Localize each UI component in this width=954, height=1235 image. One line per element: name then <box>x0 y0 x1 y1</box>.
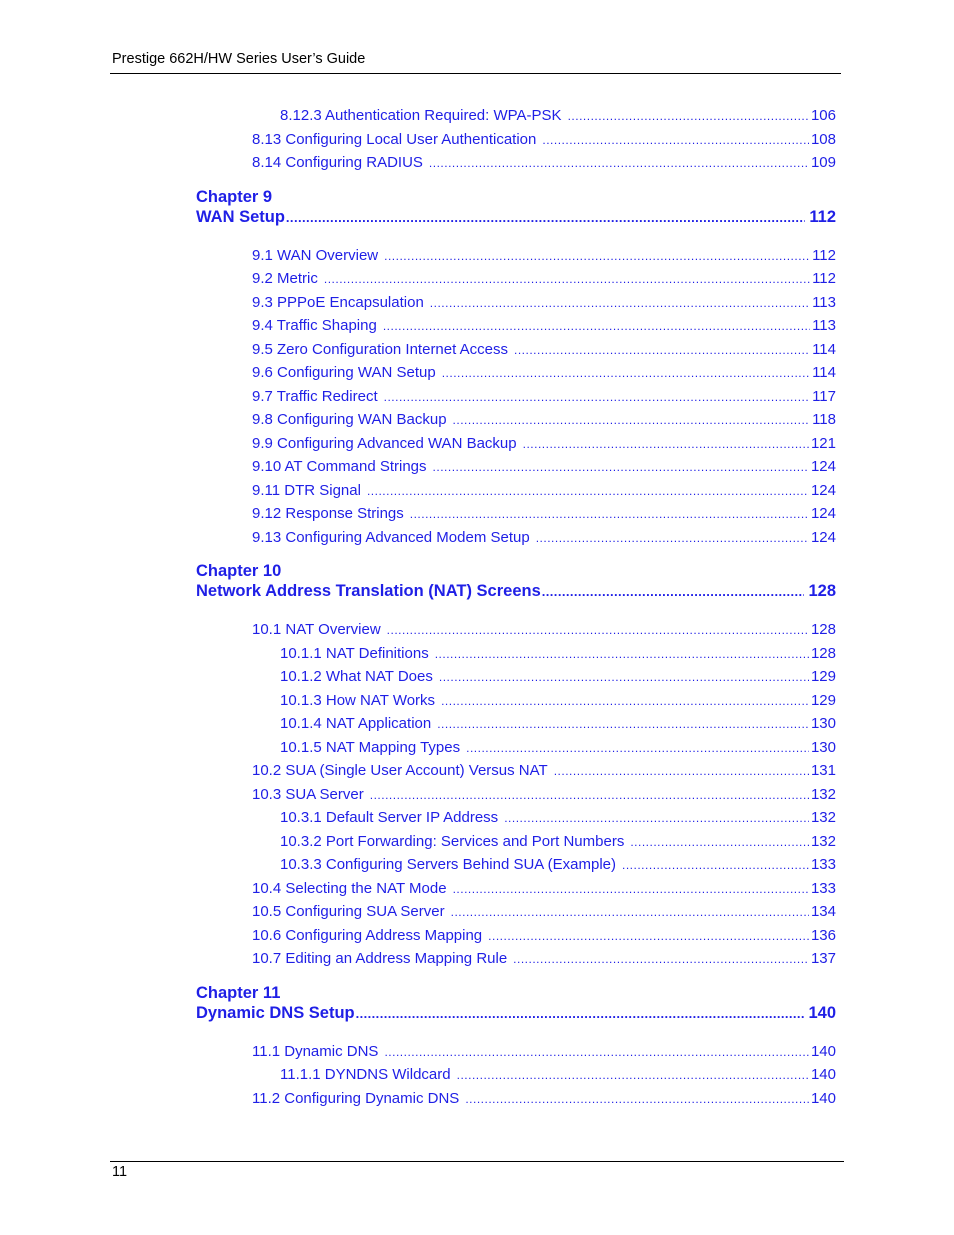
dot-leader <box>437 715 809 733</box>
toc-entry-page: 140 <box>810 1066 836 1083</box>
page-header-title: Prestige 662H/HW Series User’s Guide <box>112 51 366 67</box>
toc-entry[interactable] <box>252 482 836 500</box>
toc-entry-title: 9.7 Traffic Redirect <box>252 387 378 405</box>
toc-entry[interactable] <box>252 880 836 898</box>
toc-entry[interactable] <box>280 739 836 757</box>
toc-entry-page: 140 <box>810 1089 836 1107</box>
toc-entry[interactable] <box>280 107 836 125</box>
dot-leader <box>441 692 809 710</box>
toc-entry-title: 8.12.3 Authentication Required: WPA-PSK <box>280 107 562 124</box>
dot-leader <box>451 903 809 921</box>
chapter-title: Dynamic DNS Setup <box>196 1003 355 1022</box>
dot-leader <box>488 927 809 945</box>
chapter-label: Chapter 10 <box>196 562 282 580</box>
toc-entry-page: 128 <box>810 621 836 638</box>
toc-entry-title: 9.1 WAN Overview <box>252 246 379 264</box>
toc-entry[interactable] <box>252 621 836 639</box>
toc-entry-title: 10.3.3 Configuring Servers Behind SUA (Example) <box>280 856 617 873</box>
chapter-page: 140 <box>808 1003 836 1022</box>
toc-entry[interactable] <box>252 294 836 312</box>
dot-leader <box>453 880 809 898</box>
chapter-label: Chapter 9 <box>196 187 273 206</box>
toc-entry-page: 132 <box>810 785 836 803</box>
toc-entry[interactable] <box>252 1090 836 1108</box>
dot-leader <box>465 1090 809 1108</box>
toc-entry-page: 117 <box>812 387 836 405</box>
dot-leader <box>429 154 809 172</box>
toc-entry[interactable] <box>252 505 836 523</box>
dot-leader <box>542 131 809 149</box>
dot-leader <box>370 786 809 804</box>
toc-entry-page: 130 <box>810 738 836 756</box>
toc-entry-page: 136 <box>810 926 836 944</box>
dot-leader <box>384 1043 809 1061</box>
dot-leader <box>513 950 809 968</box>
toc-entry[interactable] <box>280 809 836 827</box>
dot-leader <box>439 668 809 686</box>
toc-entry-title: 9.2 Metric <box>252 270 318 287</box>
toc-entry[interactable] <box>252 786 836 804</box>
toc-entry[interactable] <box>252 341 836 359</box>
toc-entry-page: 118 <box>812 411 836 428</box>
toc-entry-title: 10.3.2 Port Forwarding: Services and Port Numbers <box>280 832 625 850</box>
dot-leader <box>433 458 809 476</box>
toc-entry-page: 114 <box>812 340 836 358</box>
toc-entry-title: 10.5 Configuring SUA Server <box>252 903 445 920</box>
toc-entry[interactable] <box>280 645 836 663</box>
dot-leader <box>504 809 809 827</box>
toc-entry-page: 131 <box>810 762 836 779</box>
toc-entry-title: 9.8 Configuring WAN Backup <box>252 411 447 428</box>
toc-entry-page: 133 <box>810 879 836 897</box>
chapter-title: WAN Setup <box>196 207 285 226</box>
toc-entry-title: 10.3.1 Default Server IP Address <box>280 809 499 826</box>
dot-leader <box>367 482 809 500</box>
toc-entry-title: 9.13 Configuring Advanced Modem Setup <box>252 528 530 546</box>
dot-leader <box>286 208 805 228</box>
toc-entry-page: 109 <box>810 154 836 171</box>
toc-entry-page: 106 <box>810 107 836 124</box>
toc-entry-page: 134 <box>810 903 836 920</box>
dot-leader <box>514 341 810 359</box>
dot-leader <box>622 856 809 874</box>
dot-leader <box>457 1066 809 1084</box>
toc-entry-title: 9.6 Configuring WAN Setup <box>252 364 436 381</box>
footer-divider <box>110 1161 844 1162</box>
toc-entry[interactable] <box>252 950 836 968</box>
toc-entry[interactable] <box>252 435 836 453</box>
toc-entry-page: 132 <box>810 809 836 826</box>
dot-leader <box>356 1004 805 1024</box>
toc-entry-title: 9.12 Response Strings <box>252 505 404 522</box>
toc-entry-title: 9.10 AT Command Strings <box>252 458 427 475</box>
dot-leader <box>542 582 805 602</box>
toc-entry-title: 11.1 Dynamic DNS <box>252 1042 379 1060</box>
dot-leader <box>466 739 809 757</box>
toc-entry-page: 130 <box>810 715 836 732</box>
toc-entry[interactable] <box>252 762 836 780</box>
dot-leader <box>383 317 810 335</box>
toc-entry-page: 114 <box>812 364 836 381</box>
toc-entry-title: 9.3 PPPoE Encapsulation <box>252 293 424 311</box>
toc-entry-page: 113 <box>812 293 836 311</box>
toc-entry-title: 8.13 Configuring Local User Authentication <box>252 130 537 148</box>
toc-entry-title: 8.14 Configuring RADIUS <box>252 154 423 171</box>
dot-leader <box>435 645 809 663</box>
dot-leader <box>554 762 809 780</box>
toc-entry-title: 10.1.3 How NAT Works <box>280 691 436 709</box>
chapter-label: Chapter 11 <box>196 983 281 1002</box>
toc-entry[interactable] <box>252 903 836 921</box>
toc-entry[interactable] <box>280 833 836 851</box>
toc-entry-title: 10.7 Editing an Address Mapping Rule <box>252 950 508 967</box>
toc-entry[interactable] <box>252 529 836 547</box>
dot-leader <box>523 435 809 453</box>
toc-entry-title: 10.1.5 NAT Mapping Types <box>280 738 461 756</box>
toc-entry-title: 10.1.1 NAT Definitions <box>280 644 429 662</box>
toc-entry[interactable] <box>252 458 836 476</box>
toc-entry-title: 11.1.1 DYNDNS Wildcard <box>280 1066 451 1083</box>
toc-entry-page: 137 <box>810 950 836 967</box>
toc-entry[interactable] <box>252 131 836 149</box>
toc-entry-page: 128 <box>810 644 836 662</box>
chapter-page: 112 <box>809 207 836 226</box>
page-number: 11 <box>112 1164 128 1180</box>
toc-entry-title: 10.6 Configuring Address Mapping <box>252 926 483 944</box>
dot-leader <box>384 388 810 406</box>
header-divider <box>110 73 841 74</box>
chapter-entry[interactable] <box>196 581 836 602</box>
toc-entry[interactable] <box>252 927 836 945</box>
toc-entry-title: 10.2 SUA (Single User Account) Versus NAT <box>252 762 548 779</box>
toc-entry-page: 124 <box>810 505 836 522</box>
toc-entry-title: 11.2 Configuring Dynamic DNS <box>252 1089 460 1107</box>
chapter-entry[interactable] <box>196 1003 836 1024</box>
dot-leader <box>430 294 810 312</box>
toc-entry-page: 132 <box>810 832 836 850</box>
toc-entry[interactable] <box>252 154 836 172</box>
dot-leader <box>442 364 810 382</box>
toc-entry[interactable] <box>252 1043 836 1061</box>
dot-leader <box>410 505 809 523</box>
toc-entry[interactable] <box>252 411 836 429</box>
toc-entry-page: 129 <box>810 691 836 709</box>
dot-leader <box>387 621 809 639</box>
dot-leader <box>568 107 809 125</box>
toc-entry-title: 9.9 Configuring Advanced WAN Backup <box>252 434 517 452</box>
chapter-entry[interactable] <box>196 207 836 228</box>
toc-entry-page: 129 <box>810 668 836 685</box>
dot-leader <box>630 833 809 851</box>
toc-entry-title: 10.1.2 What NAT Does <box>280 668 433 685</box>
toc-entry-title: 10.3 SUA Server <box>252 785 364 803</box>
toc-entry-page: 121 <box>810 434 836 452</box>
chapter-page: 128 <box>808 582 836 600</box>
toc-entry-title: 9.5 Zero Configuration Internet Access <box>252 340 508 358</box>
toc-entry[interactable] <box>280 856 836 874</box>
toc-entry-page: 140 <box>810 1042 836 1060</box>
toc-entry[interactable] <box>280 692 836 710</box>
toc-entry-title: 10.1 NAT Overview <box>252 621 381 638</box>
toc-entry-page: 124 <box>810 528 836 546</box>
toc-entry[interactable] <box>252 317 836 335</box>
toc-entry-title: 9.11 DTR Signal <box>252 481 361 499</box>
toc-entry-page: 112 <box>812 270 836 287</box>
toc-entry-title: 10.1.4 NAT Application <box>280 715 432 732</box>
chapter-title: Network Address Translation (NAT) Screens <box>196 582 541 600</box>
dot-leader <box>453 411 811 429</box>
toc-entry[interactable] <box>252 364 836 382</box>
toc-entry-page: 124 <box>810 481 836 499</box>
toc-entry-page: 108 <box>810 130 836 148</box>
dot-leader <box>384 247 810 265</box>
dot-leader <box>324 270 810 288</box>
toc-entry-page: 133 <box>810 856 836 873</box>
toc-entry[interactable] <box>280 1066 836 1084</box>
toc-entry[interactable] <box>280 668 836 686</box>
toc-entry-title: 9.4 Traffic Shaping <box>252 317 377 334</box>
toc-entry-page: 112 <box>812 246 836 264</box>
toc-entry-page: 113 <box>812 317 836 334</box>
toc-entry-title: 10.4 Selecting the NAT Mode <box>252 879 447 897</box>
dot-leader <box>536 529 809 547</box>
toc-entry-page: 124 <box>810 458 836 475</box>
toc-entry[interactable] <box>252 388 836 406</box>
toc-entry[interactable] <box>280 715 836 733</box>
toc-entry[interactable] <box>252 247 836 265</box>
toc-entry[interactable] <box>252 270 836 288</box>
